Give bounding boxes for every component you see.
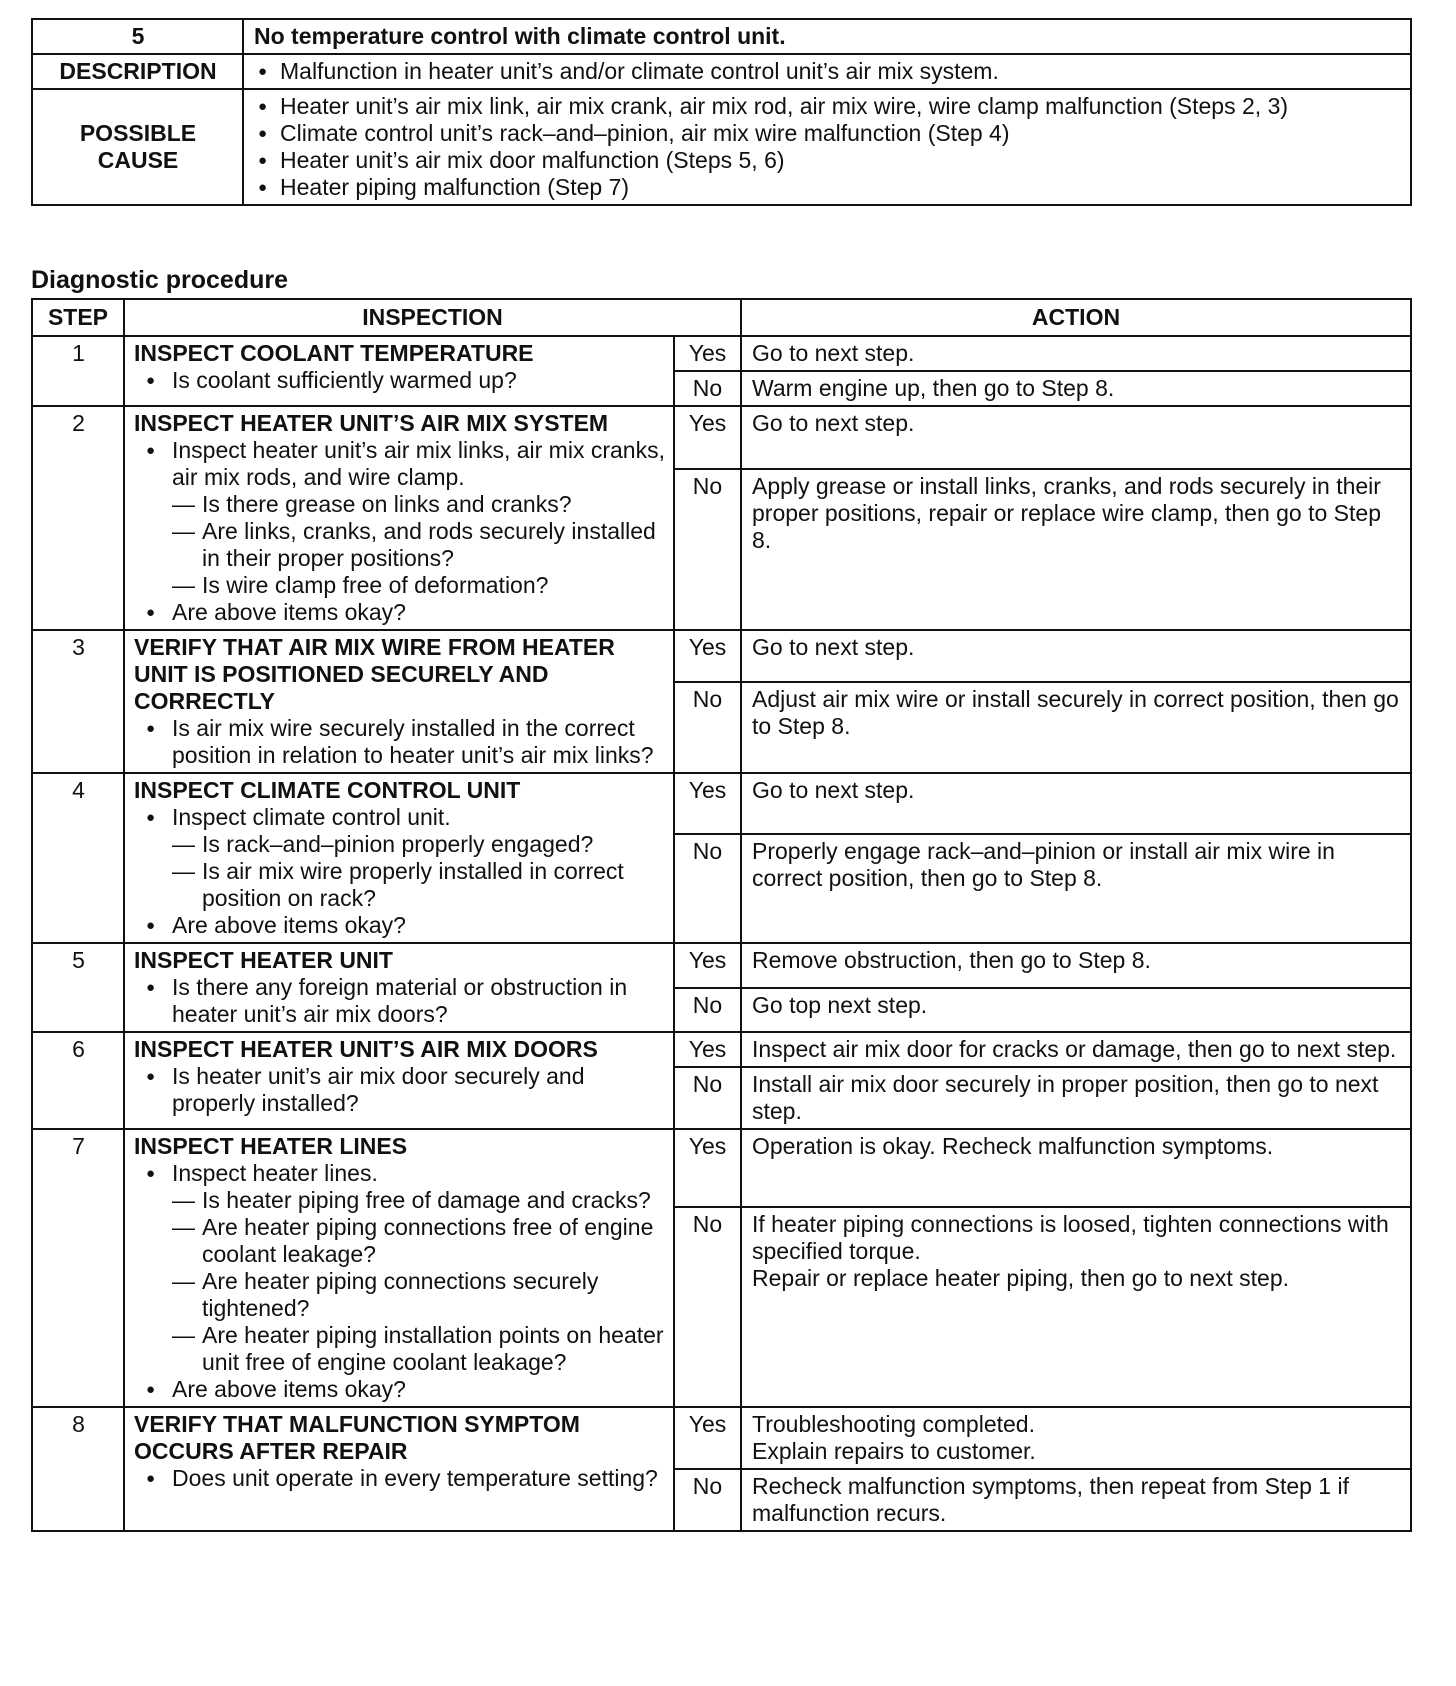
inspection-question	[134, 1063, 665, 1117]
no-label: No	[674, 834, 741, 943]
action-line: Apply grease or install links, cranks, and rods securely in their proper positions, repair or replace wire clamp, then go to Step 8.	[752, 473, 1381, 554]
sub-check-item: — Is rack–and–pinion properly engaged?	[172, 831, 665, 858]
section-heading: Diagnostic procedure	[31, 266, 288, 294]
inspection-title: VERIFY THAT AIR MIX WIRE FROM HEATER UNIT IS POSITIONED SECURELY AND CORRECTLY	[134, 634, 615, 714]
question-text: Is there any foreign material or obstruction in heater unit’s air mix doors?	[172, 974, 628, 1027]
inspection-title: INSPECT HEATER UNIT	[134, 947, 393, 973]
step-row-8	[32, 1407, 1411, 1469]
sub-checks	[172, 491, 665, 599]
yes-label: Yes	[674, 630, 741, 682]
action-line: Go to next step.	[752, 777, 915, 803]
action-line: Remove obstruction, then go to Step 8.	[752, 947, 1151, 973]
no-label: No	[674, 988, 741, 1033]
sub-check-item: — Are heater piping connections free of engine coolant leakage?	[172, 1214, 665, 1268]
action-line: Adjust air mix wire or install securely in correct position, then go to Step 8.	[752, 685, 1399, 739]
no-action	[741, 469, 1411, 630]
inspection-question	[134, 804, 665, 912]
step-row-7	[32, 1129, 1411, 1207]
inspection-question	[134, 1465, 665, 1492]
inspection-questions	[134, 1063, 665, 1117]
step-row-1	[32, 336, 1411, 371]
no-label: No	[674, 1207, 741, 1407]
action-line: Warm engine up, then go to Step 8.	[752, 375, 1115, 401]
diagnostic-procedure-table	[31, 298, 1412, 1532]
yes-action	[741, 1032, 1411, 1067]
yes-label: Yes	[674, 1407, 741, 1469]
step-number: 5	[32, 943, 124, 1032]
step-number: 2	[32, 406, 124, 630]
question-text: Are above items okay?	[172, 599, 406, 625]
inspection-question	[134, 715, 665, 769]
no-label: No	[674, 682, 741, 773]
no-label: No	[674, 1469, 741, 1531]
yes-action	[741, 1407, 1411, 1469]
step-inspection	[124, 630, 674, 773]
no-action	[741, 1207, 1411, 1407]
step-inspection	[124, 336, 674, 406]
yes-action	[741, 630, 1411, 682]
action-line: Troubleshooting completed.	[752, 1411, 1035, 1437]
description-item: ● Malfunction in heater unit’s and/or climate control unit’s air mix system.	[244, 58, 1402, 85]
sub-checks	[172, 831, 665, 912]
inspection-question	[134, 437, 665, 599]
inspection-column-header: INSPECTION	[124, 299, 741, 336]
symptom-summary-table	[31, 18, 1412, 206]
possible-cause-row	[32, 89, 1411, 205]
no-label: No	[674, 371, 741, 406]
inspection-title: VERIFY THAT MALFUNCTION SYMPTOM OCCURS AFTER REPAIR	[134, 1411, 580, 1464]
yes-label: Yes	[674, 773, 741, 834]
yes-action	[741, 336, 1411, 371]
step-row-2	[32, 406, 1411, 469]
diagnostic-steps	[32, 336, 1411, 1531]
no-label: No	[674, 469, 741, 630]
step-number: 7	[32, 1129, 124, 1407]
sub-check-item: — Is air mix wire properly installed in correct position on rack?	[172, 858, 665, 912]
action-line: If heater piping connections is loosed, tighten connections with specified torque.	[752, 1211, 1389, 1265]
step-inspection	[124, 943, 674, 1032]
question-text: Is coolant sufficiently warmed up?	[172, 367, 517, 393]
yes-label: Yes	[674, 406, 741, 469]
inspection-title: INSPECT HEATER LINES	[134, 1133, 408, 1159]
step-inspection	[124, 1407, 674, 1531]
action-line: Install air mix door securely in proper position, then go to next step.	[752, 1071, 1379, 1124]
no-action	[741, 371, 1411, 406]
action-line: Go to next step.	[752, 410, 915, 436]
question-text: Inspect heater unit’s air mix links, air mix cranks, air mix rods, and wire clamp.	[172, 437, 665, 490]
question-text: Are above items okay?	[172, 912, 406, 938]
symptom-title: No temperature control with climate control unit.	[243, 19, 1411, 54]
action-line: Go to next step.	[752, 634, 915, 660]
action-line: Inspect air mix door for cracks or damage, then go to next step.	[752, 1036, 1397, 1062]
action-line: Repair or replace heater piping, then go to next step.	[752, 1265, 1290, 1292]
possible-cause-label-text: POSSIBLE CAUSE	[79, 120, 197, 173]
step-inspection	[124, 406, 674, 630]
inspection-title: INSPECT CLIMATE CONTROL UNIT	[134, 777, 521, 803]
yes-label: Yes	[674, 943, 741, 988]
step-row-5	[32, 943, 1411, 988]
no-action	[741, 1469, 1411, 1531]
description-list	[244, 58, 1402, 85]
step-column-header: STEP	[32, 299, 124, 336]
step-number: 4	[32, 773, 124, 943]
yes-action	[741, 406, 1411, 469]
step-row-3	[32, 630, 1411, 682]
step-number: 8	[32, 1407, 124, 1531]
step-number: 3	[32, 630, 124, 773]
question-text: Is air mix wire securely installed in the correct position in relation to heater unit’s air mix links?	[172, 715, 654, 768]
action-column-header: ACTION	[741, 299, 1411, 336]
inspection-title: INSPECT COOLANT TEMPERATURE	[134, 340, 534, 366]
sub-check-item: — Are heater piping connections securely tightened?	[172, 1268, 665, 1322]
step-inspection	[124, 1032, 674, 1129]
sub-check-item: — Is wire clamp free of deformation?	[172, 572, 665, 599]
symptom-number: 5	[32, 19, 243, 54]
inspection-questions	[134, 974, 665, 1028]
sub-check-item: — Is there grease on links and cranks?	[172, 491, 665, 518]
inspection-question	[134, 1376, 665, 1403]
summary-title-row	[32, 19, 1411, 54]
header-row	[32, 299, 1411, 336]
yes-label: Yes	[674, 1129, 741, 1207]
inspection-question	[134, 599, 665, 626]
action-line: Explain repairs to customer.	[752, 1438, 1036, 1464]
question-text: Is heater unit’s air mix door securely and properly installed?	[172, 1063, 585, 1116]
no-action	[741, 988, 1411, 1033]
sub-check-item: — Are heater piping installation points on heater unit free of engine coolant leakage?	[172, 1322, 665, 1376]
inspection-questions	[134, 804, 665, 939]
inspection-questions	[134, 1465, 665, 1492]
step-number: 6	[32, 1032, 124, 1129]
action-line: Go to next step.	[752, 340, 915, 366]
question-text: Are above items okay?	[172, 1376, 406, 1402]
inspection-title: INSPECT HEATER UNIT’S AIR MIX SYSTEM	[134, 410, 609, 436]
possible-cause-list	[244, 93, 1402, 201]
possible-cause-item: ● Heater unit’s air mix door malfunction (Steps 5, 6)	[244, 147, 1402, 174]
action-line: Recheck malfunction symptoms, then repeat from Step 1 if malfunction recurs.	[752, 1473, 1349, 1526]
action-line: Go top next step.	[752, 991, 928, 1018]
step-inspection	[124, 1129, 674, 1407]
possible-cause-item: ● Climate control unit’s rack–and–pinion, air mix wire malfunction (Step 4)	[244, 120, 1402, 147]
step-inspection	[124, 773, 674, 943]
possible-cause-label	[32, 89, 243, 205]
inspection-questions	[134, 367, 665, 394]
description-label: DESCRIPTION	[32, 54, 243, 89]
inspection-questions	[134, 1160, 665, 1403]
inspection-question	[134, 974, 665, 1028]
possible-cause-item: ● Heater piping malfunction (Step 7)	[244, 174, 1402, 201]
action-line: Properly engage rack–and–pinion or install air mix wire in correct position, then go to Step 8.	[752, 838, 1335, 892]
no-action	[741, 1067, 1411, 1129]
step-row-4	[32, 773, 1411, 834]
sub-check-item: — Is heater piping free of damage and cracks?	[172, 1187, 665, 1214]
description-row	[32, 54, 1411, 89]
sub-checks	[172, 1187, 665, 1376]
inspection-title: INSPECT HEATER UNIT’S AIR MIX DOORS	[134, 1036, 598, 1062]
inspection-questions	[134, 437, 665, 626]
no-action	[741, 834, 1411, 943]
no-label: No	[674, 1067, 741, 1129]
yes-label: Yes	[674, 336, 741, 371]
inspection-question	[134, 367, 665, 394]
no-action	[741, 682, 1411, 773]
question-text: Inspect heater lines.	[172, 1160, 378, 1186]
inspection-questions	[134, 715, 665, 769]
step-row-6	[32, 1032, 1411, 1067]
possible-cause-item: ● Heater unit’s air mix link, air mix crank, air mix rod, air mix wire, wire clamp malfunction (Steps 2, 3)	[244, 93, 1402, 120]
step-number: 1	[32, 336, 124, 406]
inspection-question	[134, 912, 665, 939]
yes-action	[741, 773, 1411, 834]
sub-check-item: — Are links, cranks, and rods securely installed in their proper positions?	[172, 518, 665, 572]
yes-label: Yes	[674, 1032, 741, 1067]
yes-action	[741, 943, 1411, 988]
yes-action	[741, 1129, 1411, 1207]
question-text: Does unit operate in every temperature setting?	[172, 1465, 658, 1491]
question-text: Inspect climate control unit.	[172, 804, 451, 830]
action-line: Operation is okay. Recheck malfunction symptoms.	[752, 1133, 1274, 1159]
inspection-question	[134, 1160, 665, 1376]
